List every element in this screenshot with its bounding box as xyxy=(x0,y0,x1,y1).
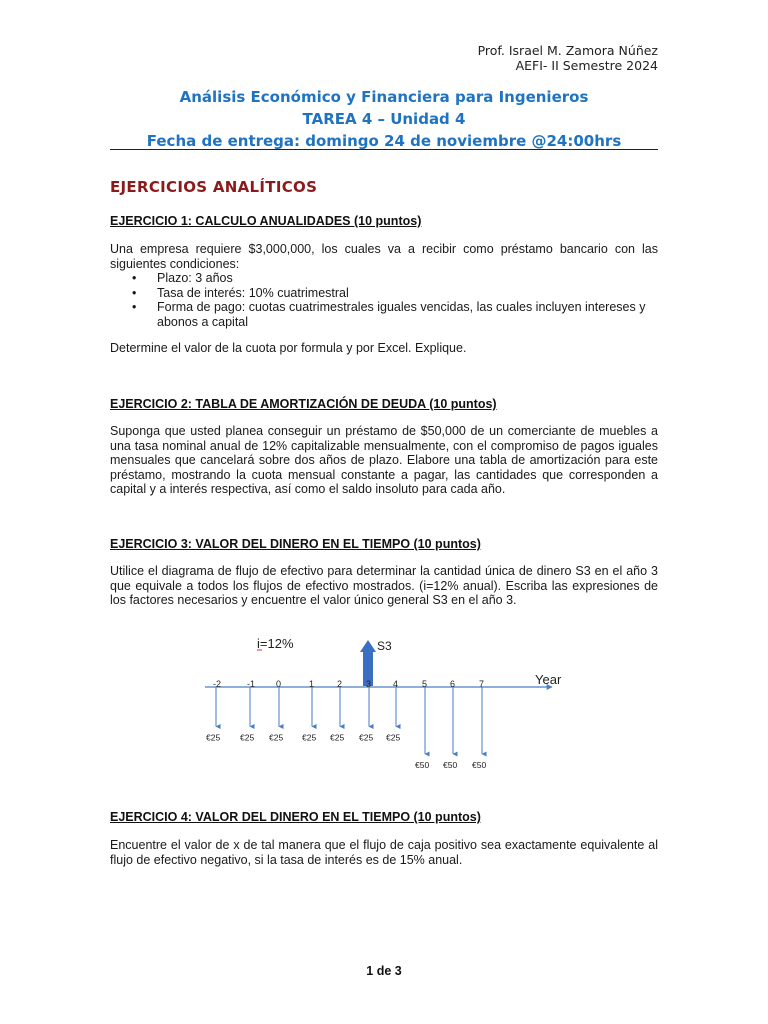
document-title xyxy=(110,86,658,152)
cash-flow-label: €25 xyxy=(206,732,221,743)
list-item: • Forma de pago: cuotas cuatrimestrales iguales vencidas, las cuales incluyen intereses y abonos a capital xyxy=(132,300,646,329)
ex1-title: EJERCICIO 1: CALCULO ANUALIDADES (10 puntos) xyxy=(110,214,422,228)
cash-flow-diagram xyxy=(190,628,580,778)
title-line-1: Análisis Económico y Financiera para Ingenieros xyxy=(179,88,589,106)
ex4-body: Encuentre el valor de x de tal manera que el flujo de caja positivo sea exactamente equivalente al flujo de efectivo negativo, si la tasa de interés es de 15% anual. xyxy=(110,838,658,867)
cash-flow-label: €50 xyxy=(472,760,487,770)
cash-flow-label: €25 xyxy=(386,732,401,743)
course-info: AEFI- II Semestre 2024 xyxy=(515,58,658,73)
cash-flow-label: €50 xyxy=(415,760,430,770)
ex1-intro: Una empresa requiere $3,000,000, los cuales va a recibir como préstamo bancario con las siguientes condiciones: xyxy=(110,242,658,271)
cash-flow-label: €25 xyxy=(302,732,317,743)
list-item: • Tasa de interés: 10% cuatrimestral xyxy=(132,285,349,300)
year-tick-label: 7 xyxy=(479,679,485,689)
interest-rate-label: i=12% xyxy=(257,636,294,651)
author-name: Prof. Israel M. Zamora Núñez xyxy=(477,43,658,58)
year-tick-label: 4 xyxy=(393,679,399,689)
ex1-question: Determine el valor de la cuota por formula y por Excel. Explique. xyxy=(110,341,467,355)
flow-arrows xyxy=(206,687,486,770)
title-divider xyxy=(110,149,658,150)
ex4-title: EJERCICIO 4: VALOR DEL DINERO EN EL TIEMPO (10 puntos) xyxy=(110,810,481,824)
bullet-icon: • xyxy=(132,285,137,300)
year-tick-label: 3 xyxy=(366,679,372,689)
cash-flow-label: €25 xyxy=(330,732,345,743)
ex3-title: EJERCICIO 3: VALOR DEL DINERO EN EL TIEMPO (10 puntos) xyxy=(110,537,481,551)
list-item: • Plazo: 3 años xyxy=(132,271,233,285)
cash-flow-label: €25 xyxy=(359,732,374,743)
ex1-body xyxy=(110,242,658,329)
title-line-3: Fecha de entrega: domingo 24 de noviembre @24:00hrs xyxy=(146,132,622,150)
page-number: 1 de 3 xyxy=(366,964,402,978)
title-line-2: TAREA 4 – Unidad 4 xyxy=(302,110,466,128)
ex3-body: Utilice el diagrama de flujo de efectivo para determinar la cantidad única de dinero S3 en el año 3 que equivale a todos los flujos de efectivo mostrados. (i=12% anual). Escriba las expresiones de los factores necesarios y encuentre el valor único general S3 en el año 3. xyxy=(110,564,658,607)
cash-flow-label: €25 xyxy=(240,732,255,743)
year-tick-label: -1 xyxy=(247,679,256,689)
year-tick-label: 2 xyxy=(337,679,343,689)
ex2-title: EJERCICIO 2: TABLA DE AMORTIZACIÓN DE DEUDA (10 puntos) xyxy=(110,397,497,411)
year-tick-label: 1 xyxy=(309,679,315,689)
cash-flow-label: €25 xyxy=(269,732,284,743)
axis-label: Year xyxy=(535,672,562,687)
year-tick-label: 0 xyxy=(276,679,282,689)
year-tick-label: -2 xyxy=(213,679,222,689)
cash-flow-label: €50 xyxy=(443,760,458,770)
ex2-body: Suponga que usted planea conseguir un préstamo de $50,000 de un comerciante de muebles a una tasa nominal anual de 12% capitalizable mensualmente, con el compromiso de pagos iguales mensuales que cancelará sobre dos años de plazo. Elabore una tabla de amortización para este préstamo, mostrando la cuota mensual constante a pagar, las cantidades que corresponden a capital y a interés respectiva, así como el saldo insoluto para cada año. xyxy=(110,424,658,496)
document-header xyxy=(478,43,658,73)
year-tick-label: 6 xyxy=(450,679,456,689)
s3-label: S3 xyxy=(377,639,392,653)
year-tick-label: 5 xyxy=(422,679,428,689)
bullet-icon: • xyxy=(132,300,137,314)
section-heading: EJERCICIOS ANALÍTICOS xyxy=(110,178,318,196)
bullet-icon: • xyxy=(132,271,137,285)
ex1-bullet-list xyxy=(110,271,658,329)
